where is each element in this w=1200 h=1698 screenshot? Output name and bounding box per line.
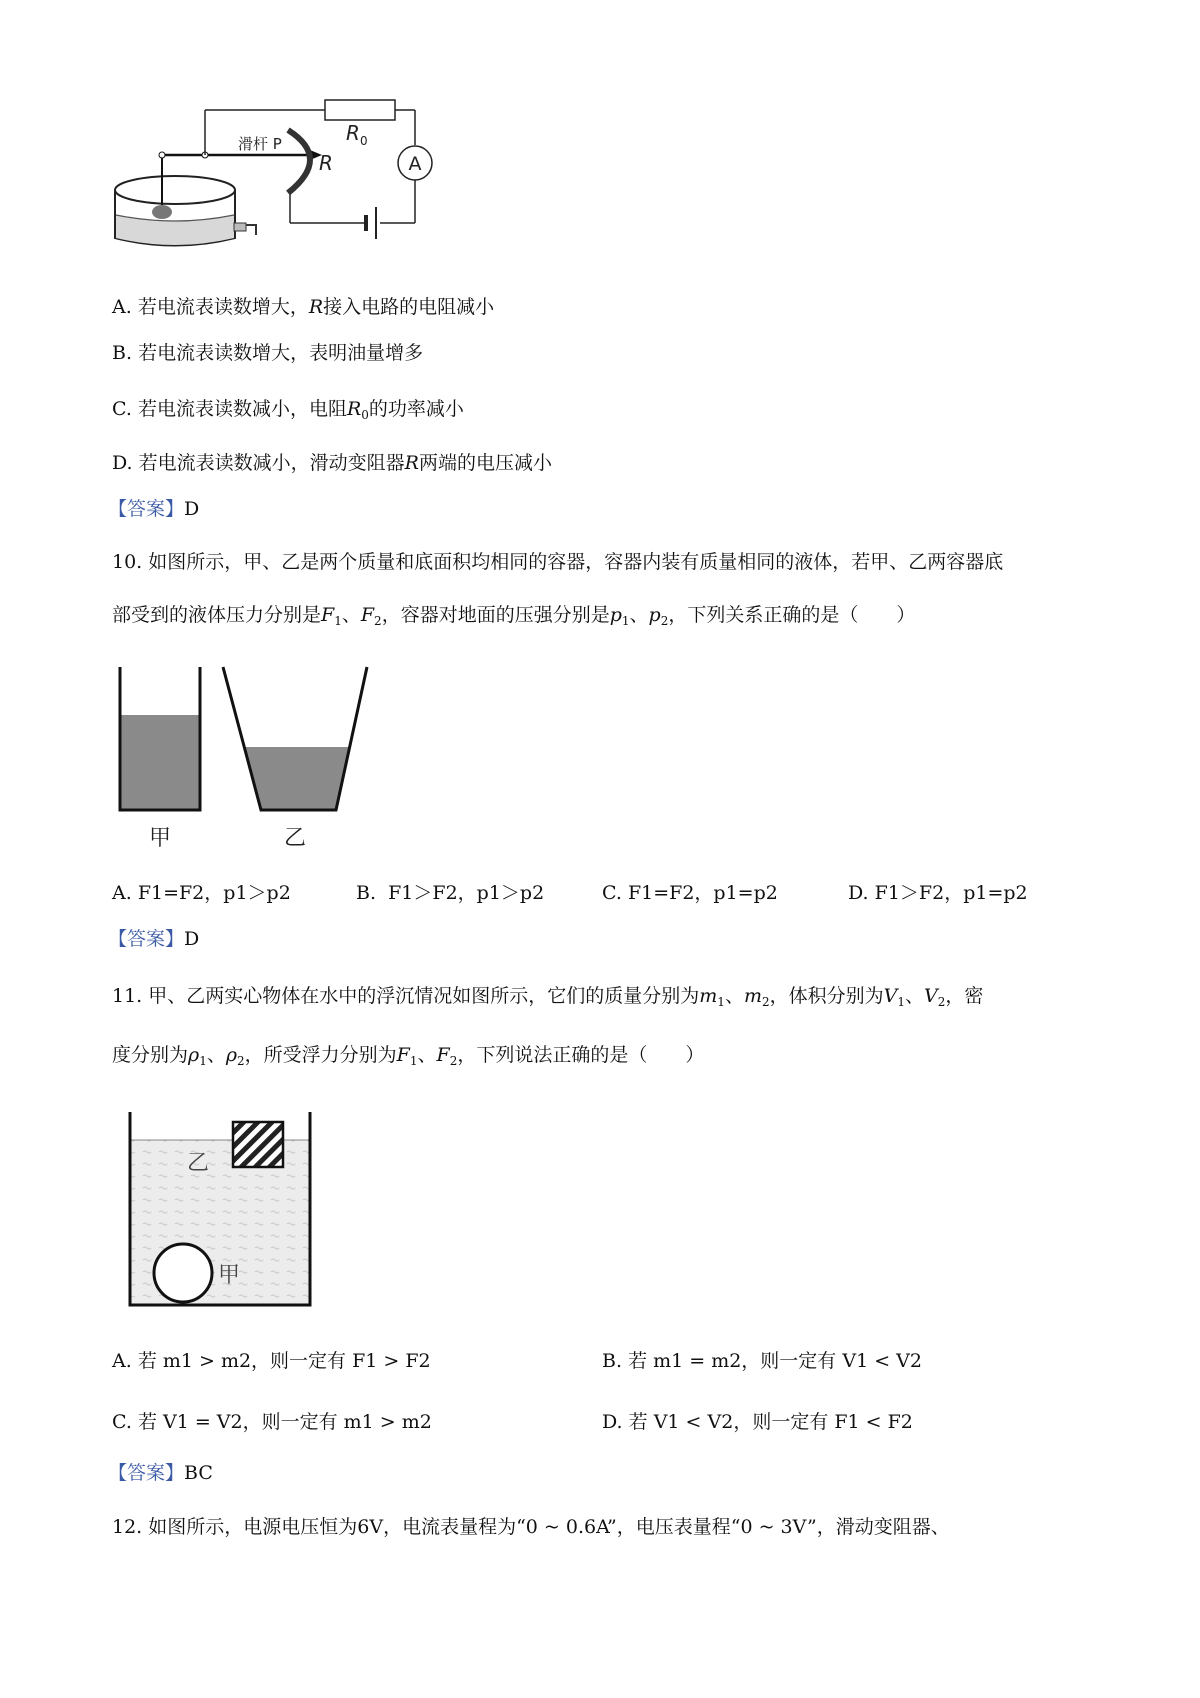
object-label-jia: 甲 [218,1263,241,1288]
r0-label: R [346,121,360,145]
q10-stem-line1: 10. 如图所示，甲、乙是两个质量和底面积均相同的容器，容器内装有质量相同的液体，若甲、乙两容器底 [112,551,1004,573]
q10-answer: 【答案】D [108,928,200,950]
variable-resistor-r [288,130,310,193]
containers-figure [112,665,392,855]
container-label-yi: 乙 [283,826,307,851]
r0-subscript: 0 [360,134,368,148]
q11-option-b: B. 若 m1 = m2，则一定有 V1 < V2 [602,1350,922,1372]
container-label-jia: 甲 [148,826,172,851]
q11-option-d: D. 若 V1 < V2，则一定有 F1 < F2 [602,1411,913,1433]
q10-option-c: C. F1=F2，p1=p2 [602,882,778,904]
q12-stem-line1: 12. 如图所示，电源电压恒为6V，电流表量程为“0 ~ 0.6A”，电压表量程“0 ~ 3V”，滑动变阻器、 [112,1516,950,1538]
q11-stem-line1: 11. 甲、乙两实心物体在水中的浮沉情况如图所示，它们的质量分别为$m_1$、$m_2$，体积分别为$V_1$、$V_2$，密 [112,985,984,1009]
r-label: R [319,151,333,175]
q9-option-b: B. 若电流表读数增大，表明油量增多 [112,342,424,364]
oil-gauge-circuit-figure [110,95,450,265]
q10-option-b: B. F1＞F2，p1＞p2 [356,882,545,904]
q11-option-a: A. 若 m1 > m2，则一定有 F1 > F2 [112,1350,431,1372]
q9-option-a: A. 若电流表读数增大，R接入电路的电阻减小 [112,296,495,318]
object-yi [233,1122,283,1167]
ammeter-label: A [408,153,422,175]
q9-option-c: C. 若电流表读数减小，电阻$R_0$的功率减小 [112,398,464,422]
q11-stem-line2: 度分别为$\rho_1$、$\rho_2$，所受浮力分别为$F_1$、$F_2$，下列说法正确的是（ ） [112,1044,705,1068]
q10-stem-line2: 部受到的液体压力分别是$F_1$、$F_2$，容器对地面的压强分别是$p_1$、$p_2$，下列关系正确的是（ ） [112,604,916,628]
object-label-yi: 乙 [187,1151,210,1176]
object-jia [154,1244,212,1302]
q9-answer: 【答案】D [108,498,200,520]
float-ball [152,205,172,219]
resistor-r0 [325,100,395,120]
floating-objects-figure [125,1110,325,1310]
q10-option-d: D. F1＞F2，p1=p2 [848,882,1028,904]
slider-label: 滑杆 P [238,135,282,153]
q10-option-a: A. F1=F2，p1＞p2 [112,882,291,904]
q11-answer: 【答案】BC [108,1462,213,1484]
q9-option-d: D. 若电流表读数减小，滑动变阻器R两端的电压减小 [112,452,552,474]
q11-option-c: C. 若 V1 = V2，则一定有 m1 > m2 [112,1411,432,1433]
